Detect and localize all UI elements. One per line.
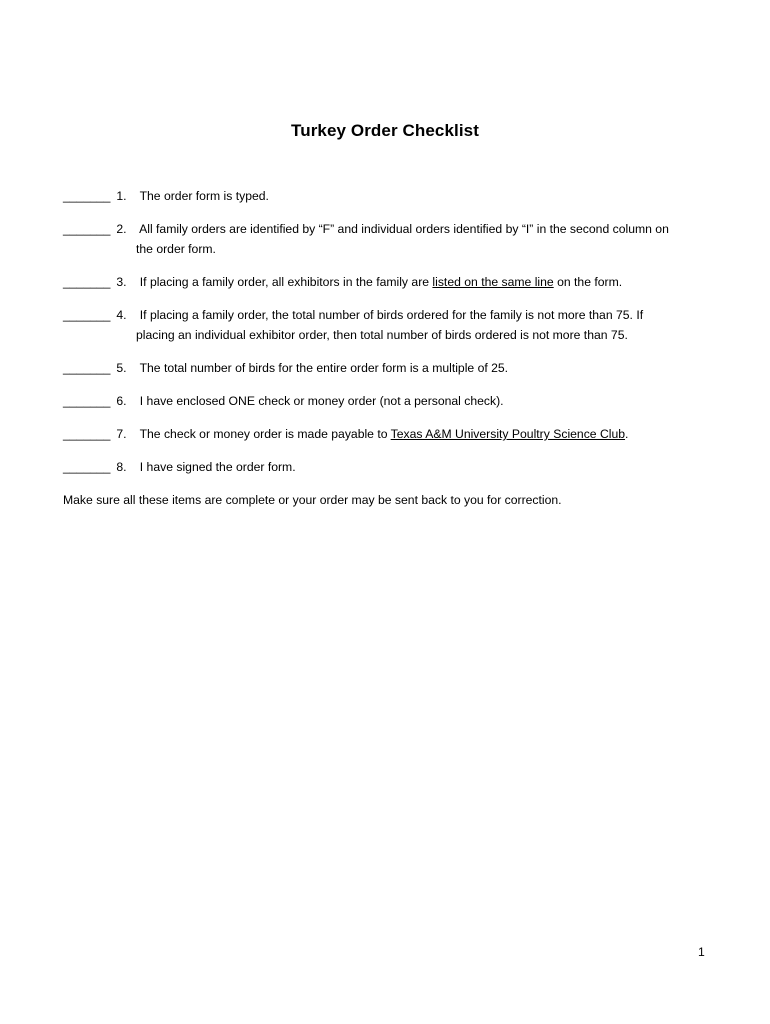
checklist-item-7 <box>63 424 713 444</box>
checklist-text: The total number of birds for the entire order form is a multiple of 25. <box>139 361 509 375</box>
checklist-text: I have enclosed ONE check or money order (not a personal check). <box>139 394 504 408</box>
checklist-text-continued: the order form. <box>136 242 216 256</box>
checklist-text-underlined: Texas A&M University Poultry Science Club <box>390 427 626 441</box>
checklist-blank: _______ <box>63 394 111 408</box>
checklist-text: If placing a family order, all exhibitors in the family are <box>139 275 433 289</box>
checklist-blank: _______ <box>63 361 111 375</box>
checklist-blank: _______ <box>63 460 111 474</box>
checklist-item-2 <box>63 219 713 259</box>
checklist-blank: _______ <box>63 189 111 203</box>
checklist-text: The check or money order is made payable to <box>139 427 391 441</box>
checklist-text-after: on the form. <box>553 275 623 289</box>
checklist-item-4 <box>63 305 713 345</box>
checklist-item-8 <box>63 457 713 477</box>
checklist-blank: _______ <box>63 308 111 322</box>
checklist-number: 5. <box>116 361 127 375</box>
checklist-number: 3. <box>116 275 127 289</box>
checklist-item-6 <box>63 391 713 411</box>
checklist-number: 1. <box>116 189 127 203</box>
checklist-number: 2. <box>116 222 127 236</box>
checklist-number: 8. <box>116 460 127 474</box>
checklist-text: If placing a family order, the total number of birds ordered for the family is not more than 75. If <box>139 308 644 322</box>
checklist-text: All family orders are identified by “F” and individual orders identified by “I” in the second column on <box>139 222 669 236</box>
checklist-number: 6. <box>116 394 127 408</box>
checklist-item-1 <box>63 186 713 206</box>
checklist-text-after: . <box>625 427 629 441</box>
checklist-blank: _______ <box>63 427 111 441</box>
checklist-text: I have signed the order form. <box>139 460 296 474</box>
checklist-blank: _______ <box>63 275 111 289</box>
checklist-number: 7. <box>116 427 127 441</box>
page-title: Turkey Order Checklist <box>290 121 479 140</box>
checklist-text: The order form is typed. <box>139 189 269 203</box>
checklist-text-underlined: listed on the same line <box>432 275 554 289</box>
checklist-text-continued: placing an individual exhibitor order, then total number of birds ordered is not more than 75. <box>136 328 628 342</box>
checklist-item-5 <box>63 358 713 378</box>
page-number: 1 <box>698 945 705 959</box>
checklist-number: 4. <box>116 308 127 322</box>
checklist-blank: _______ <box>63 222 111 236</box>
correction-note: Make sure all these items are complete or your order may be sent back to you for correction. <box>63 493 562 507</box>
checklist-item-3 <box>63 272 713 292</box>
